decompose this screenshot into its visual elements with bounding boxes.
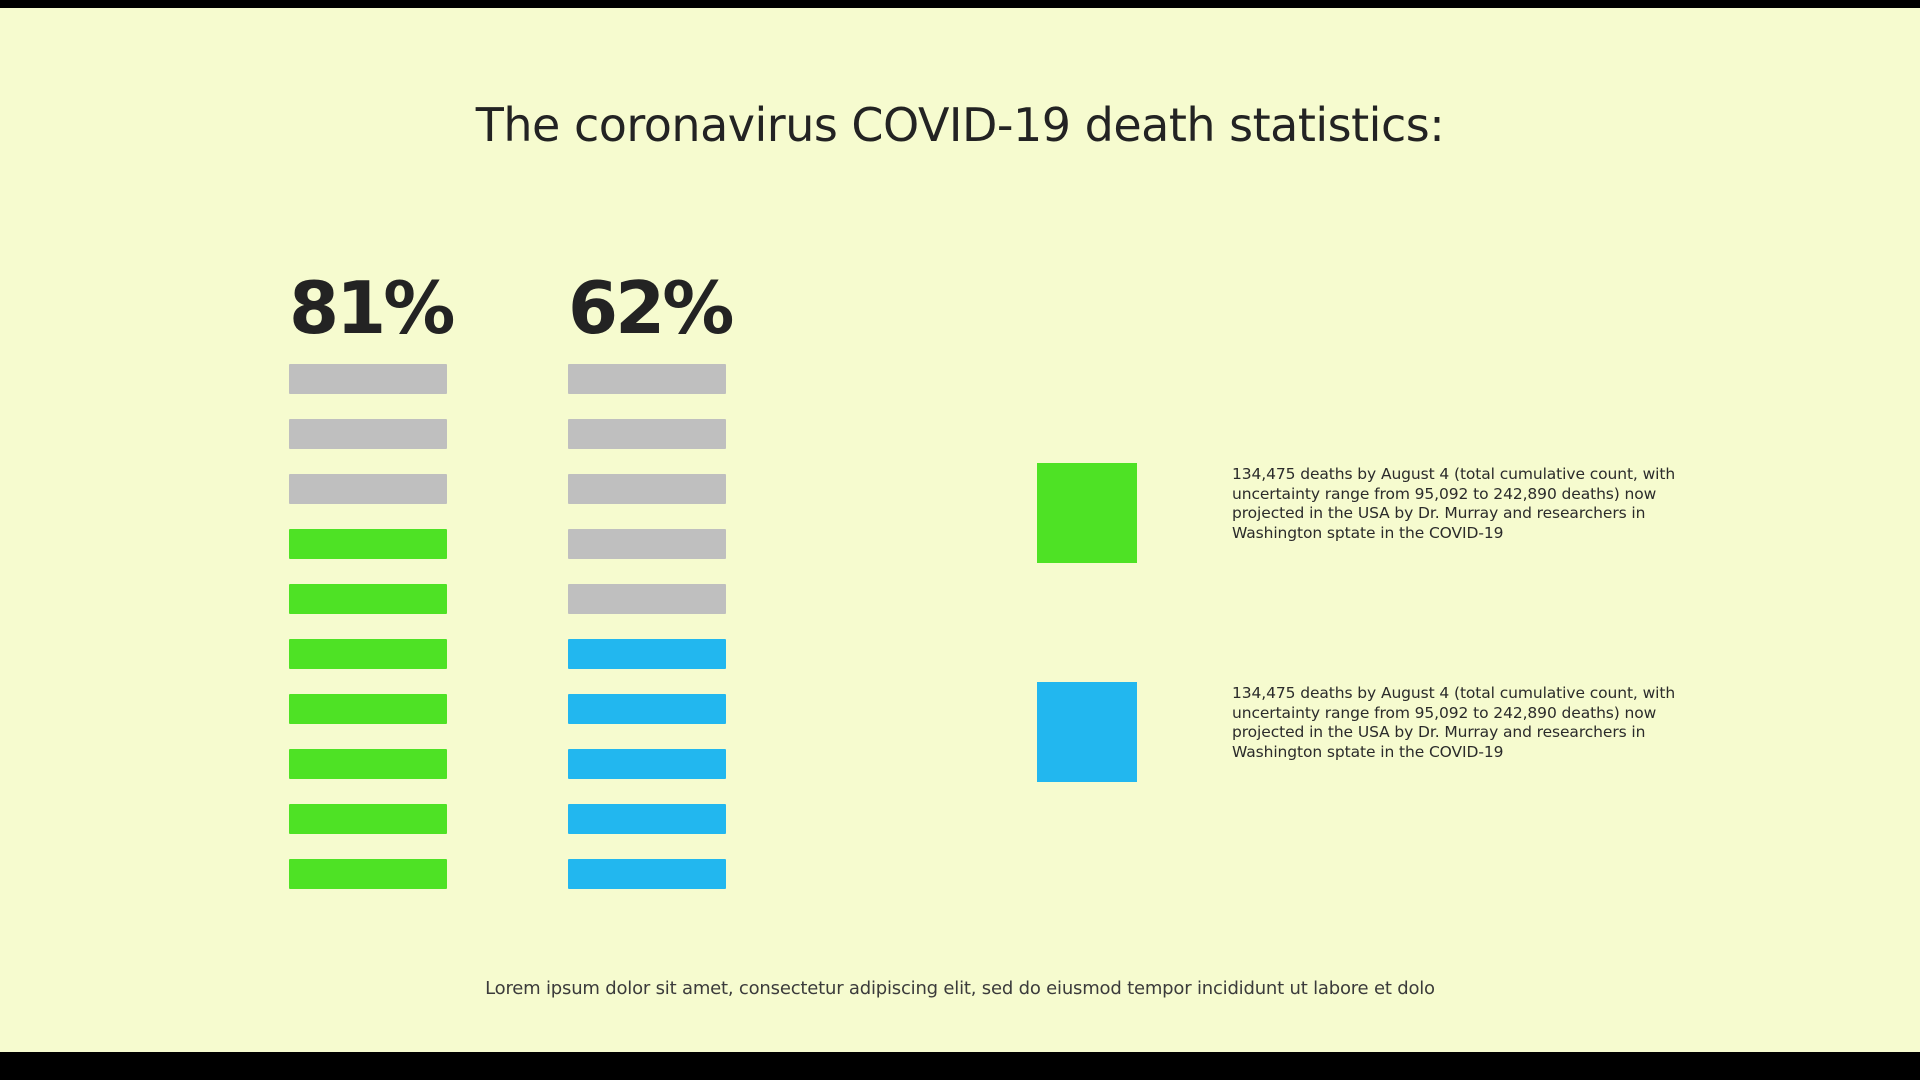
bar-segment: [568, 639, 726, 669]
legend-text-green: 134,475 deaths by August 4 (total cumulative count, with uncertainty range from 95,092 to 242,890 deaths) now projected in the USA by Dr. Murray and researchers in Washington sptate in the COVID-19: [1232, 465, 1676, 542]
top-letterbox-bar: [0, 0, 1920, 8]
bar-segment: [289, 584, 447, 614]
bar-segment: [568, 804, 726, 834]
bar-column-2: [568, 266, 732, 889]
bar-segment: [289, 474, 447, 504]
bar-segment: [289, 529, 447, 559]
bar-segment: [568, 419, 726, 449]
percentage-label-1: 81%: [289, 266, 453, 350]
bar-segment: [568, 694, 726, 724]
bar-segment: [568, 584, 726, 614]
bar-segment: [568, 364, 726, 394]
bar-segment: [289, 804, 447, 834]
percentage-label-2: 62%: [568, 266, 732, 350]
segment-stack-1: [289, 364, 447, 889]
bar-column-1: [289, 266, 453, 889]
bar-segment: [289, 694, 447, 724]
bar-segment: [289, 419, 447, 449]
footer-note: Lorem ipsum dolor sit amet, consectetur adipiscing elit, sed do eiusmod tempor incididunt ut labore et dolo: [485, 978, 1435, 999]
page-title: The coronavirus COVID-19 death statistics:: [475, 98, 1445, 152]
bar-segment: [568, 749, 726, 779]
bar-segment: [568, 529, 726, 559]
legend-swatch-green: [1037, 463, 1137, 563]
bottom-letterbox-bar: [0, 1052, 1920, 1080]
bar-segment: [289, 364, 447, 394]
segment-stack-2: [568, 364, 726, 889]
legend-text-blue: 134,475 deaths by August 4 (total cumulative count, with uncertainty range from 95,092 to 242,890 deaths) now projected in the USA by Dr. Murray and researchers in Washington sptate in the COVID-19: [1232, 684, 1676, 761]
bar-segment: [568, 474, 726, 504]
legend-swatch-blue: [1037, 682, 1137, 782]
bar-segment: [289, 859, 447, 889]
bar-segment: [289, 749, 447, 779]
bar-segment: [568, 859, 726, 889]
bar-segment: [289, 639, 447, 669]
